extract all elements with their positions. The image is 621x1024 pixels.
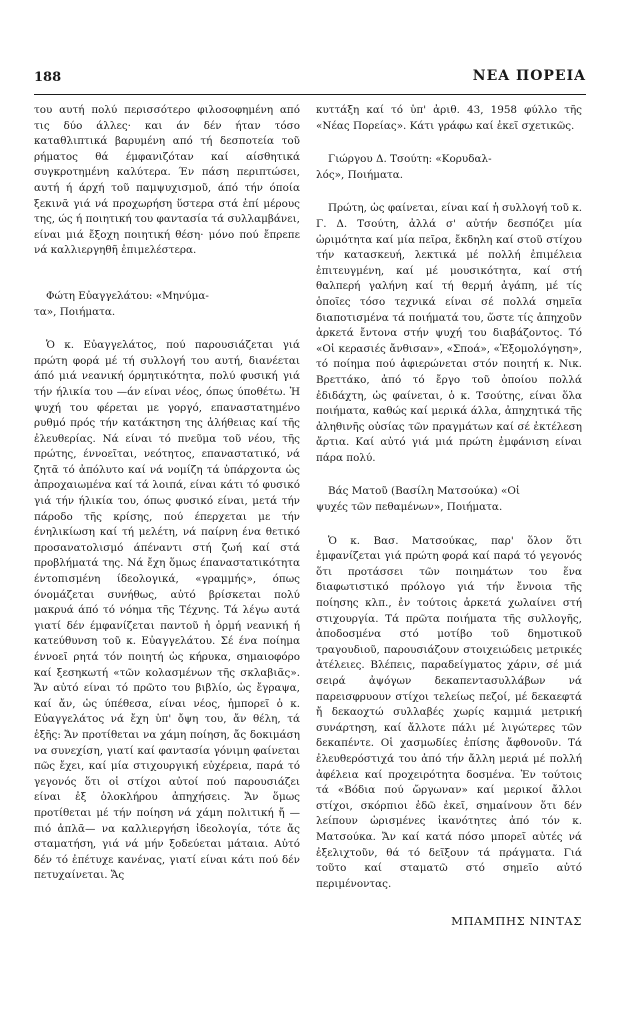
right-column [316, 103, 582, 930]
review3-title-line1: Βάς Ματοῦ (Βασίλη Ματσούκα) «Οἱ [328, 485, 520, 498]
spacer [316, 516, 582, 534]
review2-title [316, 152, 582, 183]
review2-title-line1: Γιώργου Δ. Τσούτη: «Κορυδαλ- [328, 153, 492, 166]
review2-title-line2: λός», Ποιήματα. [316, 168, 404, 181]
author-signature: ΜΠΑΜΠΗΣ ΝΙΝΤΑΣ [451, 914, 582, 929]
spacer [34, 320, 300, 338]
page-header [34, 70, 586, 92]
review3-body: Ὁ κ. Βασ. Ματσούκας, παρ' ὅλον ὅτι ἐμφανίζεται γιά πρώτη φορά καί παρά τό γεγονός ὅτι προτάσσει τῶν ποιημάτων του ἕνα διαφωτιστικό πρόλογο γιά τήν ἔννοια τῆς ποίησης κλπ., ἐν τούτοις ἀρκετά χωλαίνει στή στιχουργία. Τά πρῶτα ποιήματα τῆς συλλογῆς, ἀποδοσμένα στό μοτίβο τοῦ δημοτικοῦ τραγουδιοῦ, παρουσιάζουν στοιχειώδεις μετρικές ἀτέλειες. Βλέπεις, παραδείγματος χάριν, σέ μιά σειρά ἀψόγων δεκαπεντασυλλάβων νά παρεισφρυουν στίχοι τελείως πεζοί, μέ δεκαεφτά ἤ δεκαοχτώ συλλαβές χωρίς καμμιά μετρική συνάρτηση, καί ἄλλοτε πάλι μέ λιγώτερες τῶν δεκαπέντε. Οἱ χασμωδίες ἐπίσης ἄφθονοῦν. Τά ἐλευθερόστιχά του ἀπό τήν ἄλλη μεριά μέ πολλή ἀφέλεια καί προχειρότητα δοσμένα. Ἐν τούτοις τά «Βόδια πού ὤργωναν» καί μερικοί ἄλλοι στίχοι, σκόρπιοι ἐδῶ ἐκεῖ, σημαίνουν ὅτι δέν λείπουν ὡρισμένες ἱκανότητες ἀπό τόν κ. Ματσούκα. Ἄν καί κατά πόσο μπορεῖ αὐτές νά ἐξελιχτοῦν, θά τό δεῖξουν τά πράγματα. Γιά τοῦτο καί σταματῶ στό σημεῖο αὐτό περιμένοντας. [316, 534, 582, 890]
page-number: 188 [34, 70, 62, 85]
spacer [316, 134, 582, 152]
review-title-line2: τα», Ποιήματα. [34, 305, 116, 318]
left-column [34, 103, 300, 884]
review3-title [316, 484, 582, 515]
review-title [34, 289, 300, 320]
review2-body: Πρώτη, ὡς φαίνεται, είναι καί ἡ συλλογή τοῦ κ. Γ. Δ. Τσούτη, ἀλλά σ' αὐτήν δεσπόζει μία ὡριμότητα καί μία πεῖρα, ἔκδηλη καί στοῦ στίχου τήν κατασκευή, λεκτικά μέ πολλή ἐπιμέλεια ἐπιτευγμένη, καί μέ μουσικότητα, καί στή θαλπερή γαλήνη καί τή θερμή ἀγάπη, μέ τίς ὁποῖες τόσο τεχνικά είναι σέ πολλά σημεῖα διαποτισμένα τά ποιήματά του, ὥστε τίς ἀπηχοῦν ἀρκετά ἔντονα στήν ψυχή του διαβάζοντος. Τό «Οἱ κερασιές ἄνθισαν», «Σποά», «Ἐξομολόγηση», τό ποίημα πού ἀφιερώνεται στόν ποιητή κ. Νικ. Βρεττάκο, ἀπό τό ἔργο τοῦ ὁποίου πολλά ἐδιδάχτη, ὡς φαίνεται, ὁ κ. Τσούτης, είναι ὅλα ποιήματα, καθώς καί μερικά άλλα, ἀπηχητικά τῆς ἀληθινῆς οὐσίας τῶν πραγμάτων καί σέ ἐκτέλεση ἄρτια. Καί αὐτό γιά μιά πρώτη ἐμφάνιση είναι πάρα πολύ. [316, 202, 582, 464]
continuation-paragraph: κυττάξη καί τό ὑπ' ἀριθ. 43, 1958 φύλλο τῆς «Νέας Πορείας». Κάτι γράφω καί ἐκεῖ σχετικῶς. [316, 104, 582, 132]
review-body: Ὁ κ. Εὐαγγελάτος, πού παρουσιάζεται γιά πρώτη φορά μέ τή συλλογή του αυτή, διανέεται άπό μιά νεανική όρμητικότητα, πολύ φυσική γιά τήν ήλικία του —άν είναι νέος, όπως ύποθέτω. Ἡ ψυχή του φέρεται με γοργό, επαναστατημένο ρυθμό πρός τήν κατάκτηση της ἀλήθειας καί τῆς ἐλευθερίας. Νά είναι τό πνεῦμα τοῦ νέου, τῆς πρώτης, έννοεῖται, νεότητος, επαναστατικό, νά ζητᾶ τό ἀπόλυτο καί νά νομίζη τά ὑπάρχοντα ὡς ἀπροχαιωμένα καί τά λοιπά, είναι κάτι τό φυσικό γιά τήν ήλικία του, όπως φυσικό είναι, μετά τήν πάροδο τῆς κρίσης, πού έπερχεται με τήν ένηλικίωση καί τή μελέτη, νά παίρνη ένα θετικό προσανατολισμό άπέναντι στή ζωή καί στά προβλήματά της. Νά ἔχη ὅμως έπαναστατικότητα έντοπισμένη ίδεολογικά, «γραμμής», όπως όνομάζεται συνήθως, αὐτό βρίσκεται πολύ μακρυά άπό τό νόημα τῆς Τέχνης. Τά λέγω αυτά γιατί δέν έμφανίζεται παντοῦ ἡ ὁρμή νεανική ή κατεύθυνση τοῦ κ. Εὐαγγελάτου. Σέ ένα ποίημα έννοεῖ ρητά τόν ποιητή ὡς κήρυκα, σημαιοφόρο καί ξεσηκωτή «τῶν κολασμένων τῆς σκλαβιᾶς». Ἄν αὐτό είναι τό πρῶτο του βιβλίο, ὡς ἔγραψα, καί ἄν, ὡς ύπέθεσα, είναι νέος, ἠμπορεῖ ὁ κ. Εὐαγγελάτος νά ἔχη ὑπ' ὄψη του, ἄν θέλη, τά ἑξῆς: Ἄν προτίθεται να χάμη ποίηση, ἄς δοκιμάση να συνεχίση, γιατί καί φαντασία γόνιμη φαίνεται πῶς ἔχει, καί μία στιχουργική εὐχέρεια, παρά τό γεγονός ὅτι οἱ στίχοι αὐτοί πού παρουσιάζει είναι ἐξ ὁλοκλήρου ἀπηχήσεις. Ἄν ὅμως προτίθεται μέ τήν ποίηση νά χάμη πολιτική ἤ —πιό ἁπλᾶ— να καλλιεργήση ἰδεολογία, τότε ἄς σταματήση, γιά νά μήν ξοδεύεται μάταια. Αὐτό δέν τό ἐπέτυχε κανένας, γιατί είναι κάτι πού δέν πετυχαίνεται. Ἄς [34, 339, 300, 882]
intro-paragraph: του αυτή πολύ περισσότερο φιλοσοφημένη από τις δύο άλλες· και άν δέν ήταν τόσο καταθλιπτικά βαρυμένη από τή δεσποτεία τοῦ ρήματος θά έμφανιζόταν καί αίσθητικά συγκροτημένη καλύτερα. Έν πάση περιπτώσει, αυτή ή άρχή τοῦ παμψυχισμοῦ, άπό τήν όποία ξεκινᾶ γιά νά προχωρήση ὕστερα στά ἐπί μέρους της, ώς ή ποιητική του φαντασία τά συλλαμβάνει, είναι μιά ἔξοχη ποιητική θέση· μόνο πού ἔπρεπε νά καλλιεργηθῆ ἐπιμελέστερα. [34, 104, 300, 257]
review3-title-line2: ψυχές τῶν πεθαμένων», Ποιήματα. [316, 501, 503, 514]
review-title-line1: Φώτη Εὐαγγελάτου: «Μηνύμα- [46, 289, 209, 302]
header-rule [34, 94, 586, 95]
spacer [34, 259, 300, 289]
spacer [316, 183, 582, 201]
spacer [316, 466, 582, 484]
journal-title: ΝΕΑ ΠΟΡΕΙΑ [472, 68, 586, 84]
